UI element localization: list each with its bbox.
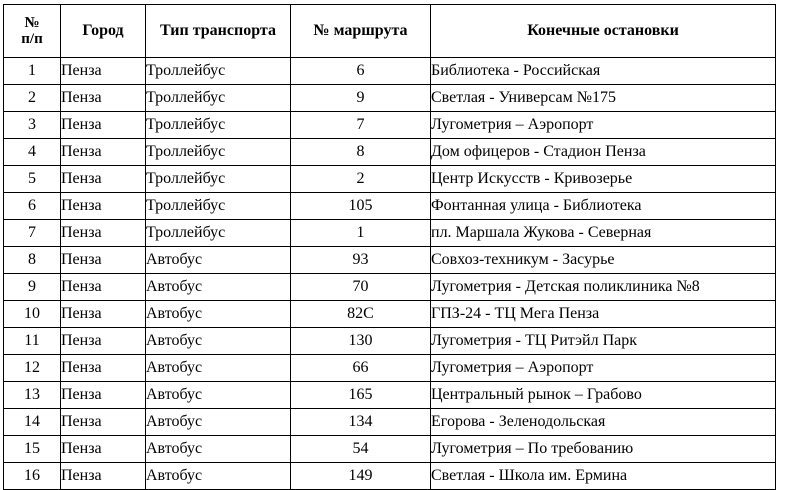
column-header-terminal-stops: Конечные остановки xyxy=(431,5,776,58)
cell-number: 15 xyxy=(4,436,61,463)
cell-transport-type: Троллейбус xyxy=(146,85,291,112)
cell-terminal-stops: Совхоз-техникум - Засурье xyxy=(431,247,776,274)
cell-transport-type: Автобус xyxy=(146,301,291,328)
cell-transport-type: Автобус xyxy=(146,247,291,274)
table-row xyxy=(4,193,776,220)
cell-terminal-stops: Светлая - Школа им. Ермина xyxy=(431,463,776,490)
cell-transport-type: Автобус xyxy=(146,436,291,463)
cell-route-number: 105 xyxy=(291,193,431,220)
cell-route-number: 6 xyxy=(291,58,431,85)
cell-number: 4 xyxy=(4,139,61,166)
cell-terminal-stops: Дом офицеров - Стадион Пенза xyxy=(431,139,776,166)
cell-transport-type: Автобус xyxy=(146,274,291,301)
cell-city: Пенза xyxy=(61,193,146,220)
cell-transport-type: Автобус xyxy=(146,463,291,490)
cell-city: Пенза xyxy=(61,139,146,166)
cell-terminal-stops: Лугометрия - ТЦ Ритэйл Парк xyxy=(431,328,776,355)
table-row xyxy=(4,166,776,193)
table-header xyxy=(4,5,776,58)
cell-route-number: 93 xyxy=(291,247,431,274)
table-row xyxy=(4,58,776,85)
cell-city: Пенза xyxy=(61,58,146,85)
cell-terminal-stops: ГПЗ-24 - ТЦ Мега Пенза xyxy=(431,301,776,328)
cell-city: Пенза xyxy=(61,355,146,382)
cell-number: 7 xyxy=(4,220,61,247)
cell-city: Пенза xyxy=(61,409,146,436)
cell-route-number: 8 xyxy=(291,139,431,166)
cell-city: Пенза xyxy=(61,85,146,112)
cell-route-number: 9 xyxy=(291,85,431,112)
column-header-route-number: № маршрута xyxy=(291,5,431,58)
table-row xyxy=(4,301,776,328)
cell-transport-type: Автобус xyxy=(146,382,291,409)
cell-number: 13 xyxy=(4,382,61,409)
cell-city: Пенза xyxy=(61,301,146,328)
cell-city: Пенза xyxy=(61,382,146,409)
cell-route-number: 130 xyxy=(291,328,431,355)
cell-route-number: 54 xyxy=(291,436,431,463)
cell-number: 14 xyxy=(4,409,61,436)
cell-city: Пенза xyxy=(61,274,146,301)
cell-number: 16 xyxy=(4,463,61,490)
document-page xyxy=(0,4,800,485)
cell-terminal-stops: пл. Маршала Жукова - Северная xyxy=(431,220,776,247)
cell-number: 6 xyxy=(4,193,61,220)
table-row xyxy=(4,355,776,382)
cell-terminal-stops: Библиотека - Российская xyxy=(431,58,776,85)
cell-route-number: 134 xyxy=(291,409,431,436)
cell-transport-type: Троллейбус xyxy=(146,112,291,139)
cell-city: Пенза xyxy=(61,166,146,193)
cell-transport-type: Автобус xyxy=(146,328,291,355)
cell-route-number: 2 xyxy=(291,166,431,193)
cell-transport-type: Троллейбус xyxy=(146,220,291,247)
table-row xyxy=(4,220,776,247)
cell-route-number: 70 xyxy=(291,274,431,301)
cell-route-number: 149 xyxy=(291,463,431,490)
column-header-number xyxy=(4,5,61,58)
cell-terminal-stops: Центр Искусств - Кривозерье xyxy=(431,166,776,193)
cell-transport-type: Троллейбус xyxy=(146,166,291,193)
column-header-city: Город xyxy=(61,5,146,58)
table-row xyxy=(4,274,776,301)
cell-number: 1 xyxy=(4,58,61,85)
cell-transport-type: Автобус xyxy=(146,355,291,382)
column-header-number-line1: № xyxy=(24,14,40,31)
cell-terminal-stops: Лугометрия – Аэропорт xyxy=(431,355,776,382)
cell-number: 10 xyxy=(4,301,61,328)
cell-route-number: 66 xyxy=(291,355,431,382)
table-row xyxy=(4,139,776,166)
cell-transport-type: Троллейбус xyxy=(146,139,291,166)
cell-number: 3 xyxy=(4,112,61,139)
cell-city: Пенза xyxy=(61,112,146,139)
cell-city: Пенза xyxy=(61,328,146,355)
column-header-transport-type: Тип транспорта xyxy=(146,5,291,58)
column-header-number-line2: п/п xyxy=(21,31,43,47)
cell-route-number: 7 xyxy=(291,112,431,139)
cell-route-number: 165 xyxy=(291,382,431,409)
table-row xyxy=(4,85,776,112)
table-row xyxy=(4,436,776,463)
cell-terminal-stops: Лугометрия – Аэропорт xyxy=(431,112,776,139)
cell-city: Пенза xyxy=(61,436,146,463)
cell-number: 12 xyxy=(4,355,61,382)
cell-city: Пенза xyxy=(61,463,146,490)
cell-city: Пенза xyxy=(61,220,146,247)
cell-number: 11 xyxy=(4,328,61,355)
cell-number: 8 xyxy=(4,247,61,274)
table-header-row xyxy=(4,5,776,58)
table-row xyxy=(4,247,776,274)
cell-terminal-stops: Фонтанная улица - Библиотека xyxy=(431,193,776,220)
cell-number: 5 xyxy=(4,166,61,193)
cell-city: Пенза xyxy=(61,247,146,274)
cell-transport-type: Автобус xyxy=(146,409,291,436)
cell-number: 2 xyxy=(4,85,61,112)
table-row xyxy=(4,112,776,139)
routes-table xyxy=(3,4,776,490)
cell-terminal-stops: Егорова - Зеленодольская xyxy=(431,409,776,436)
cell-transport-type: Троллейбус xyxy=(146,58,291,85)
table-row xyxy=(4,328,776,355)
cell-terminal-stops: Лугометрия - Детская поликлиника №8 xyxy=(431,274,776,301)
cell-route-number: 1 xyxy=(291,220,431,247)
cell-terminal-stops: Светлая - Универсам №175 xyxy=(431,85,776,112)
cell-terminal-stops: Центральный рынок – Грабово xyxy=(431,382,776,409)
table-body xyxy=(4,58,776,490)
cell-route-number: 82С xyxy=(291,301,431,328)
cell-number: 9 xyxy=(4,274,61,301)
table-row xyxy=(4,382,776,409)
cell-transport-type: Троллейбус xyxy=(146,193,291,220)
cell-terminal-stops: Лугометрия – По требованию xyxy=(431,436,776,463)
table-row xyxy=(4,409,776,436)
